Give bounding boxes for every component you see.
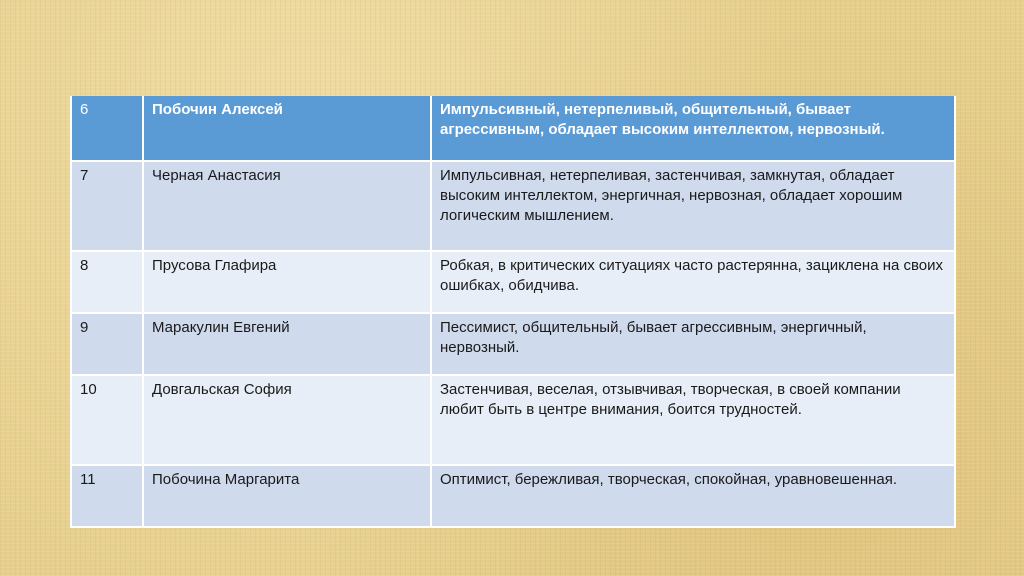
student-name: Побочина Маргарита: [143, 465, 431, 527]
student-description: Импульсивный, нетерпеливый, общительный, бывает агрессивным, обладает высоким интеллектом, нервозный.: [431, 96, 955, 161]
row-number: 9: [71, 313, 143, 375]
student-description: Робкая, в критических ситуациях часто растерянна, зациклена на своих ошибках, обидчива.: [431, 251, 955, 313]
student-description: Оптимист, бережливая, творческая, спокойная, уравновешенная.: [431, 465, 955, 527]
student-description: Импульсивная, нетерпеливая, застенчивая, замкнутая, обладает высоким интеллектом, энергичная, нервозная, обладает хорошим логическим мышлением.: [431, 161, 955, 251]
student-name: Маракулин Евгений: [143, 313, 431, 375]
table-row: [71, 313, 955, 375]
student-name: Довгальская София: [143, 375, 431, 465]
row-number: 8: [71, 251, 143, 313]
student-name: Прусова Глафира: [143, 251, 431, 313]
row-number: 11: [71, 465, 143, 527]
row-number: 7: [71, 161, 143, 251]
table-row: [71, 465, 955, 527]
student-name: Черная Анастасия: [143, 161, 431, 251]
student-name: Побочин Алексей: [143, 96, 431, 161]
row-number: 10: [71, 375, 143, 465]
table-row: [71, 375, 955, 465]
table-row: [71, 251, 955, 313]
table-header-row: [71, 96, 955, 161]
students-table: [70, 96, 956, 528]
row-number: 6: [71, 96, 143, 161]
student-description: Застенчивая, веселая, отзывчивая, творческая, в своей компании любит быть в центре внимания, боится трудностей.: [431, 375, 955, 465]
student-description: Пессимист, общительный, бывает агрессивным, энергичный, нервозный.: [431, 313, 955, 375]
table-row: [71, 161, 955, 251]
